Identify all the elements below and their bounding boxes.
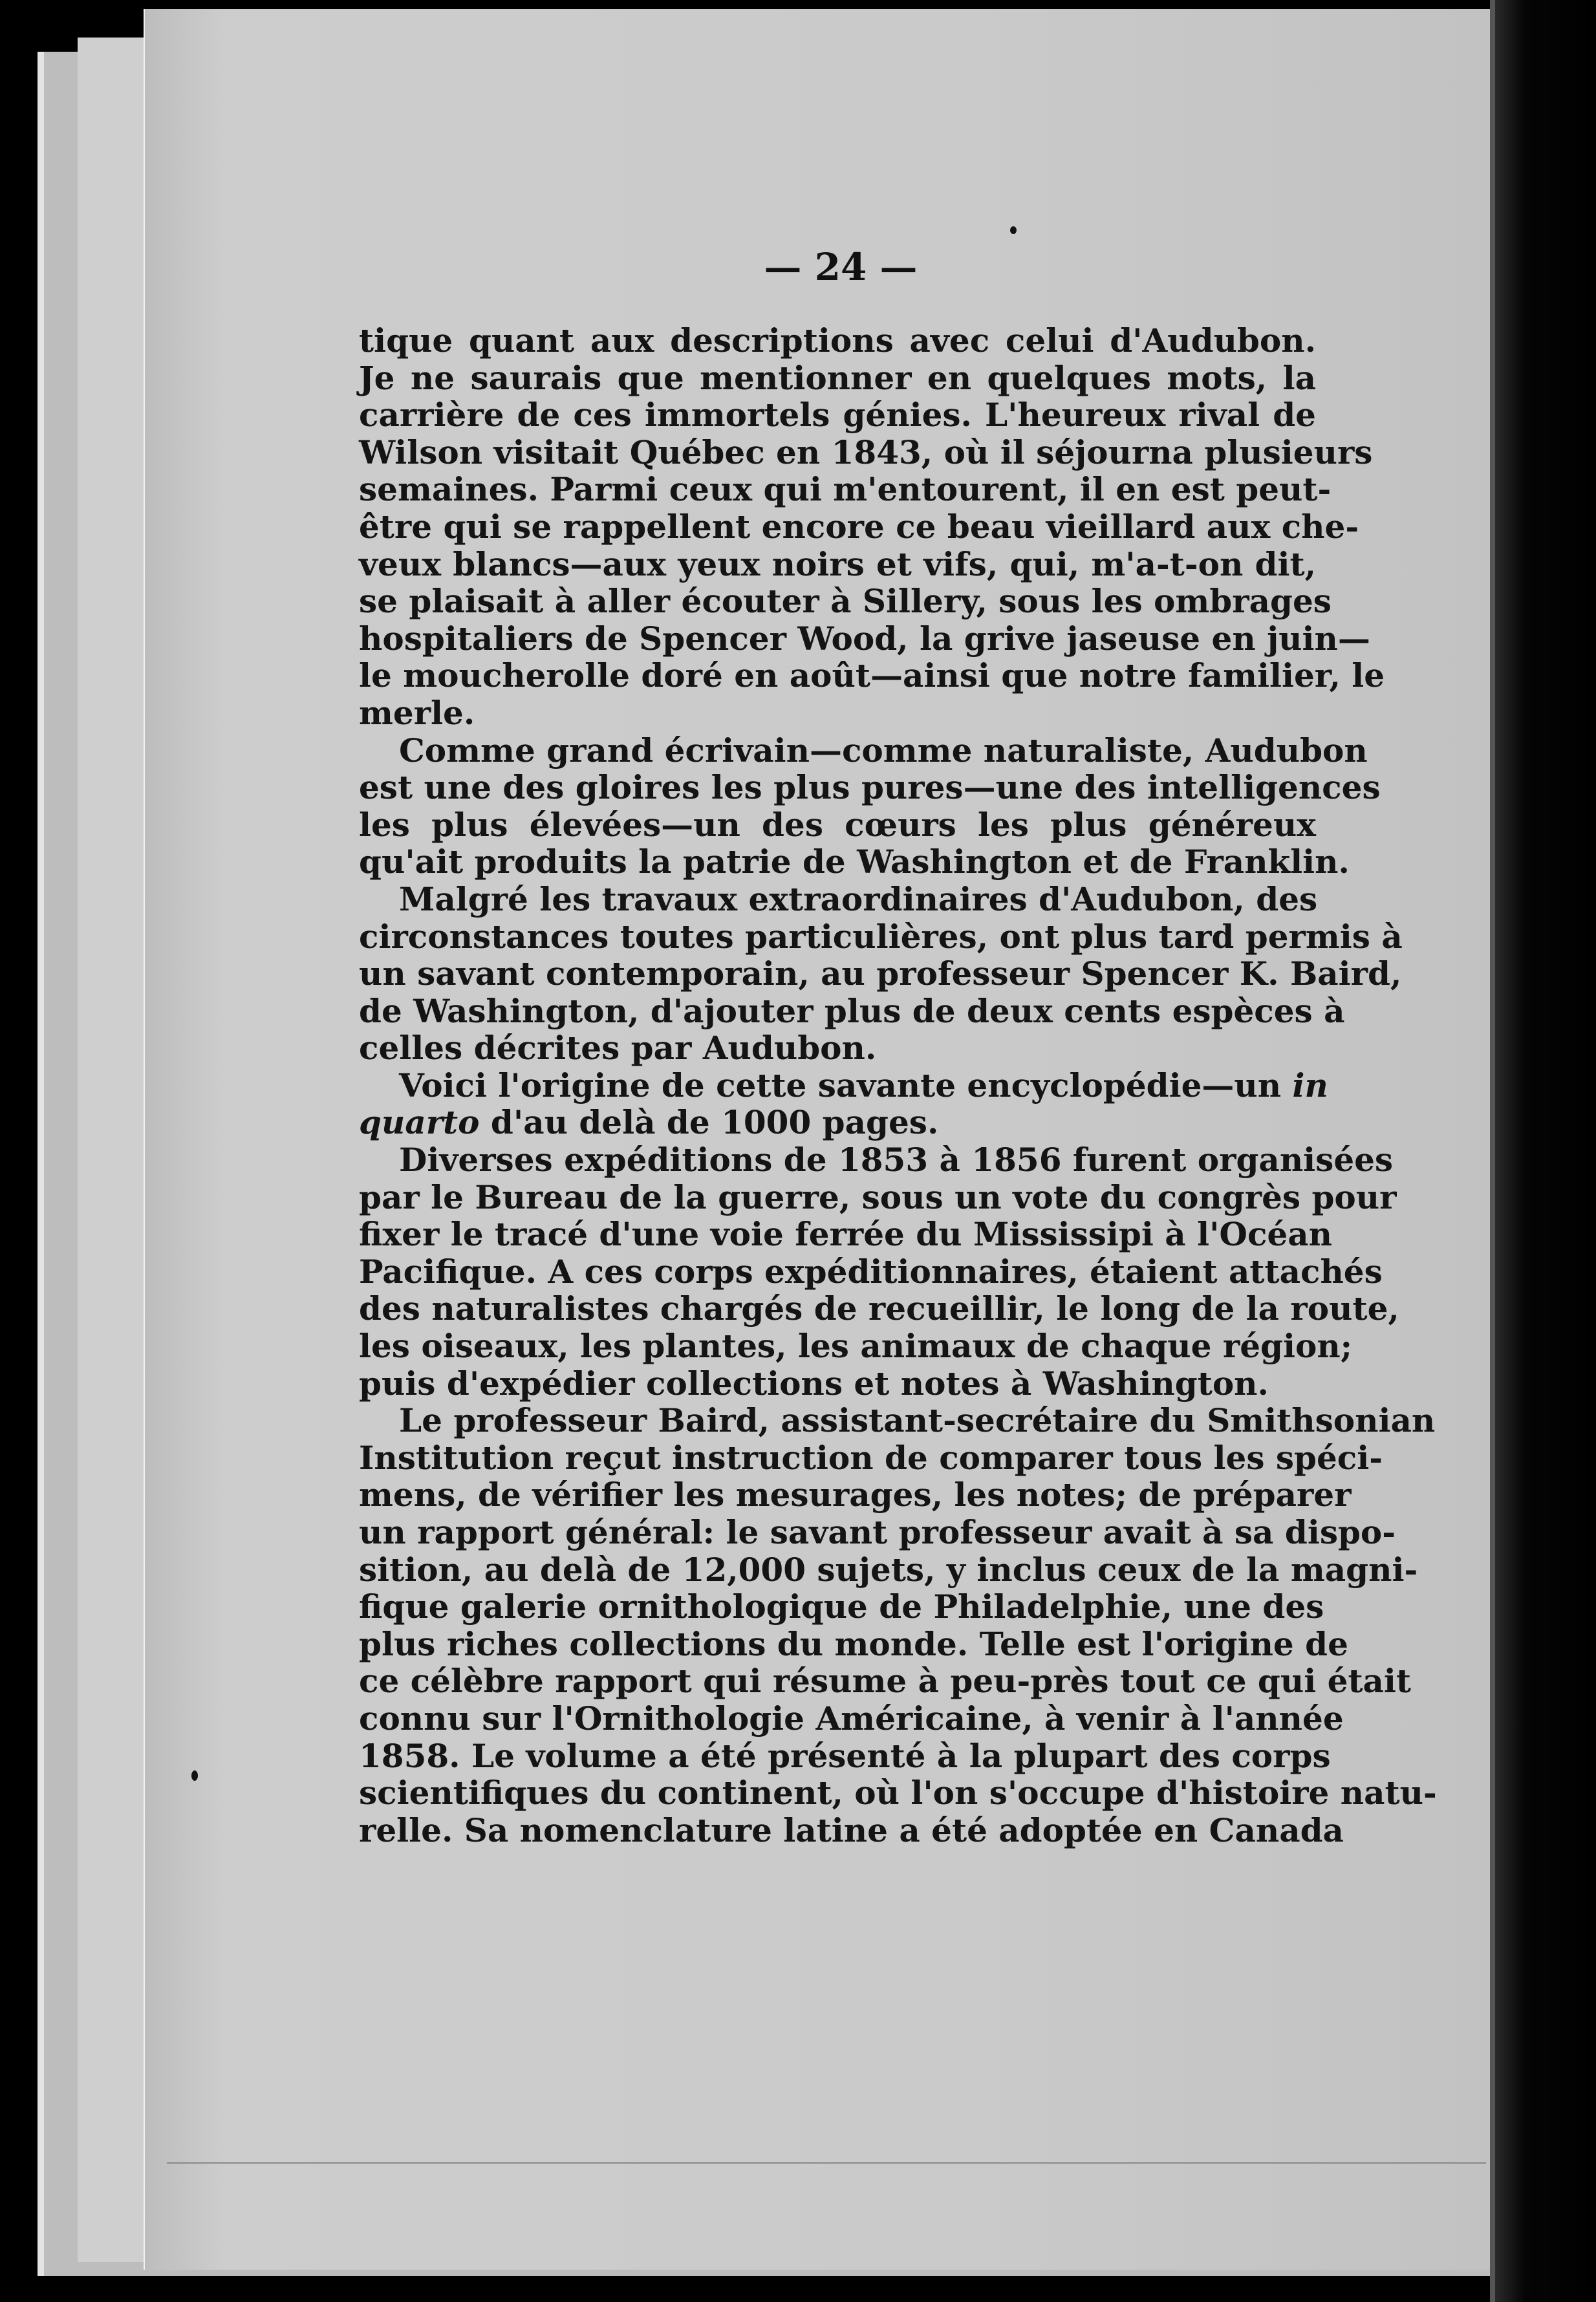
text-line: veux blancs—aux yeux noirs et vifs, qui, m'a-t-on dit, — [359, 544, 1316, 583]
text-line: se plaisait à aller écouter à Sillery, sous les ombrages — [359, 582, 1332, 621]
text-line: est une des gloires les plus pures—une des intelligences — [359, 768, 1381, 807]
text-line: celles décrites par Audubon. — [359, 1029, 877, 1068]
italic-word: quarto — [359, 1103, 480, 1142]
text-line: Pacifique. A ces corps expéditionnaires, étaient attachés — [359, 1252, 1383, 1291]
text-line: hospitaliers de Spencer Wood, la grive jaseuse en juin— — [359, 619, 1370, 658]
text-line: puis d'expédier collections et notes à Washington. — [359, 1364, 1269, 1403]
text-line: Comme grand écrivain—comme naturaliste, Audubon — [399, 731, 1368, 769]
text-run: Voici l'origine de cette savante encyclopédie—un — [399, 1066, 1282, 1104]
text-line: tique quant aux descriptions avec celui d'Audubon. — [359, 321, 1316, 360]
text-line-with-italic — [359, 1066, 1328, 1104]
text-line: Diverses expéditions de 1853 à 1856 furent organisées — [399, 1141, 1394, 1179]
body-text — [359, 321, 1437, 1849]
text-line: plus riches collections du monde. Telle est l'origine de — [359, 1624, 1348, 1663]
text-line: scientifiques du continent, où l'on s'occupe d'histoire natu- — [359, 1774, 1437, 1813]
text-line: un savant contemporain, au professeur Spencer K. Baird, — [359, 954, 1402, 993]
text-line: Le professeur Baird, assistant-secrétaire du Smithsonian — [399, 1401, 1436, 1440]
text-line: être qui se rappellent encore ce beau vieillard aux che- — [359, 507, 1359, 546]
text-line: un rapport général: le savant professeur avait à sa dispo- — [359, 1513, 1396, 1551]
text-line: Institution reçut instruction de comparer tous les spéci- — [359, 1438, 1383, 1477]
text-line: par le Bureau de la guerre, sous un vote du congrès pour — [359, 1178, 1397, 1216]
text-line: connu sur l'Ornithologie Américaine, à venir à l'année — [359, 1699, 1344, 1737]
text-line: mens, de vérifier les mesurages, les notes; de préparer — [359, 1476, 1352, 1514]
ink-speck — [191, 1770, 198, 1781]
page-bottom-rule — [167, 2162, 1486, 2164]
page-number: — 24 — — [764, 245, 918, 289]
text-line: des naturalistes chargés de recueillir, le long de la route, — [359, 1289, 1399, 1328]
text-line: merle. — [359, 693, 475, 732]
text-line: 1858. Le volume a été présenté à la plupart des corps — [359, 1736, 1331, 1775]
ink-speck — [1010, 226, 1017, 234]
text-line: circonstances toutes particulières, ont plus tard permis à — [359, 917, 1403, 956]
italic-word: in — [1292, 1066, 1328, 1104]
text-line: de Washington, d'ajouter plus de deux cents espèces à — [359, 991, 1345, 1030]
text-line: relle. Sa nomenclature latine a été adoptée en Canada — [359, 1811, 1344, 1849]
binding-gutter — [1495, 0, 1596, 2302]
text-run: d'au delà de 1000 pages. — [490, 1103, 939, 1142]
text-line-with-italic — [359, 1104, 1316, 1141]
text-line: fique galerie ornithologique de Philadelphie, une des — [359, 1587, 1324, 1626]
text-line: fixer le tracé d'une voie ferrée du Mississipi à l'Océan — [359, 1215, 1332, 1254]
text-line: Malgré les travaux extraordinaires d'Audubon, des — [399, 879, 1318, 918]
text-line: qu'ait produits la patrie de Washington et de Franklin. — [359, 843, 1350, 881]
text-line: semaines. Parmi ceux qui m'entourent, il en est peut- — [359, 470, 1332, 509]
text-line: carrière de ces immortels génies. L'heureux rival de — [359, 396, 1316, 435]
text-line: sition, au delà de 12,000 sujets, y inclus ceux de la magni- — [359, 1550, 1418, 1589]
text-line: les oiseaux, les plantes, les animaux de chaque région; — [359, 1327, 1353, 1366]
text-line: Wilson visitait Québec en 1843, où il séjourna plusieurs — [359, 433, 1373, 471]
text-line: Je ne saurais que mentionner en quelques mots, la — [359, 358, 1316, 397]
text-line: ce célèbre rapport qui résume à peu-près tout ce qui était — [359, 1662, 1412, 1701]
text-line: les plus élevées—un des cœurs les plus généreux — [359, 805, 1316, 844]
text-line: le moucherolle doré en août—ainsi que notre familier, le — [359, 656, 1385, 695]
